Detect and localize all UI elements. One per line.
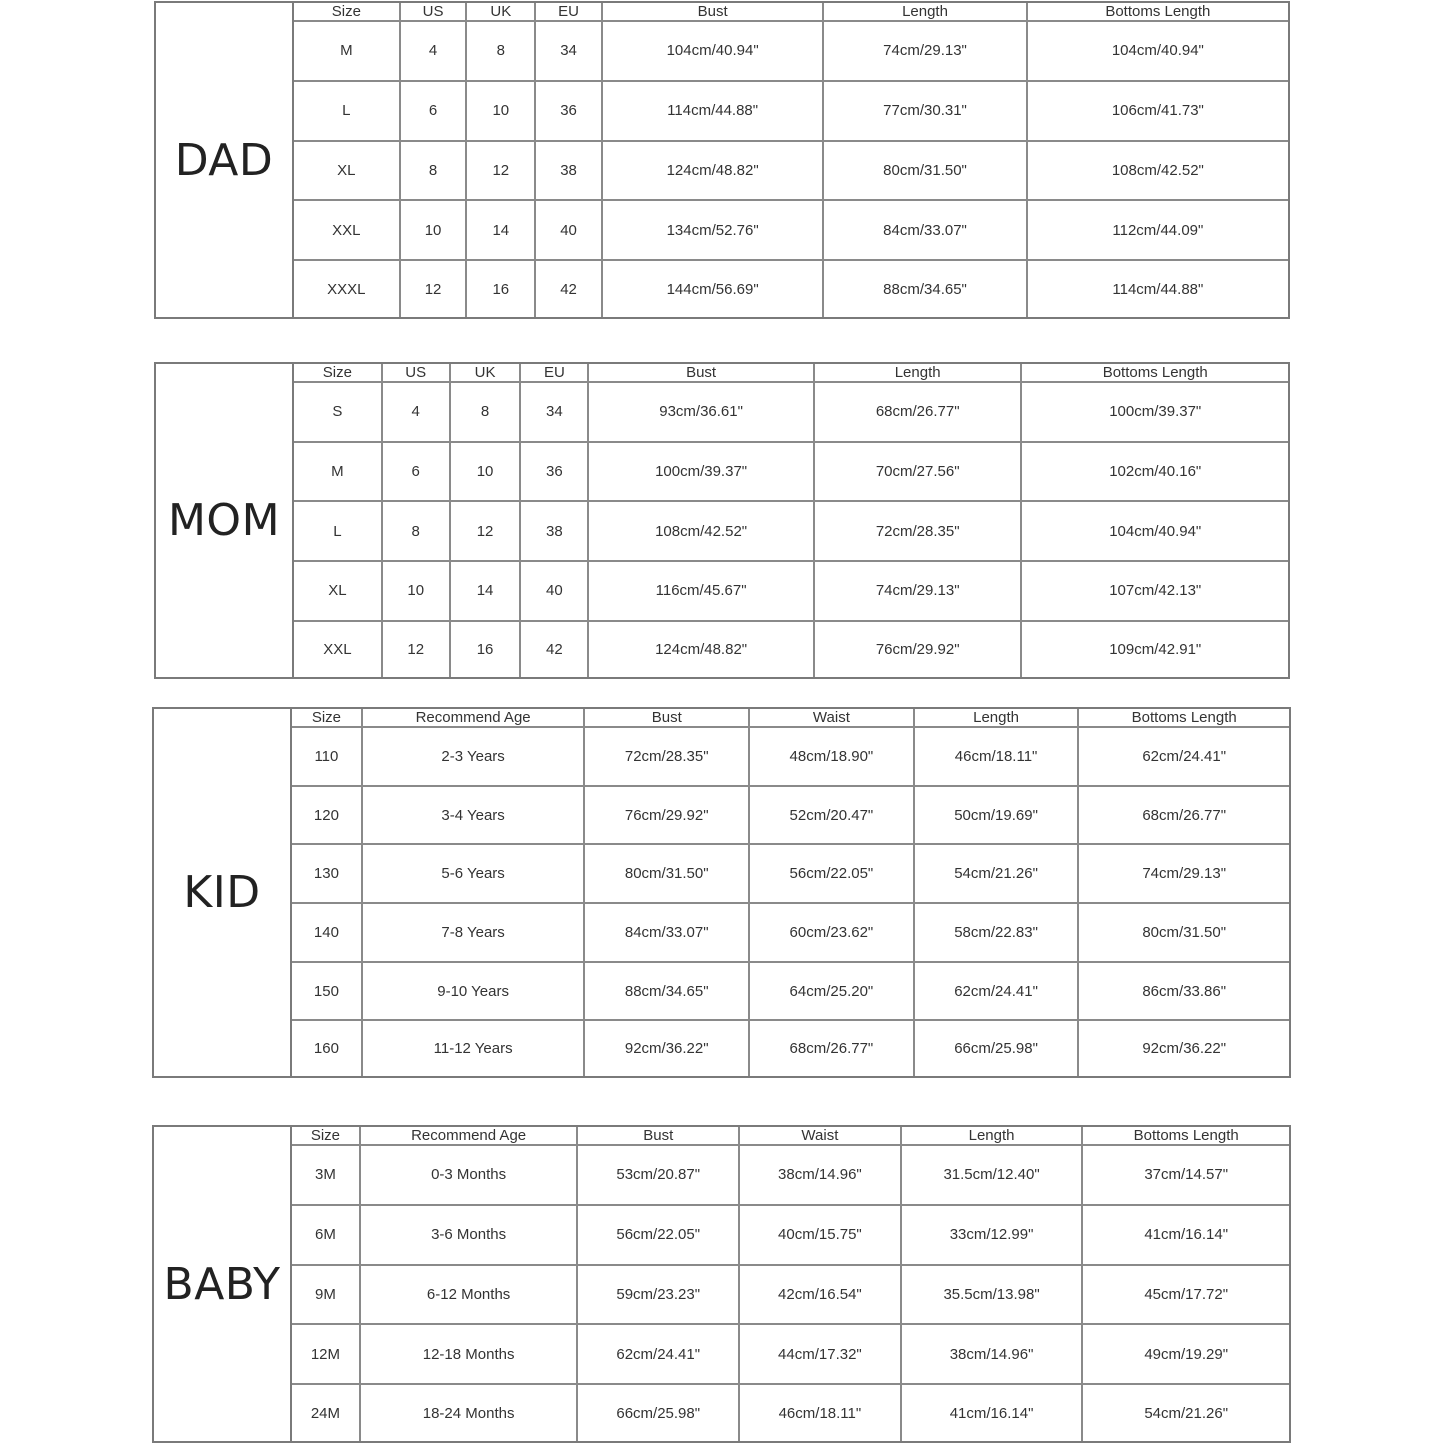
table-cell: 86cm/33.86" bbox=[1078, 962, 1289, 1021]
table-cell: 10 bbox=[400, 200, 467, 260]
table-cell: 40 bbox=[520, 561, 588, 621]
table-cell: 80cm/31.50" bbox=[584, 844, 749, 903]
table-cell: 62cm/24.41" bbox=[577, 1324, 739, 1384]
table-cell: 60cm/23.62" bbox=[749, 903, 914, 962]
table-cell: 108cm/42.52" bbox=[1027, 141, 1288, 201]
table-cell: 31.5cm/12.40" bbox=[901, 1145, 1083, 1205]
table-row bbox=[294, 200, 1288, 260]
table-cell: 42cm/16.54" bbox=[739, 1265, 901, 1325]
table-cell: 62cm/24.41" bbox=[914, 962, 1079, 1021]
table-cell: 92cm/36.22" bbox=[1078, 1020, 1289, 1076]
size-cell: XL bbox=[294, 561, 382, 621]
column-header: Waist bbox=[749, 709, 914, 727]
table-cell: 38 bbox=[535, 141, 602, 201]
table-cell: 77cm/30.31" bbox=[823, 81, 1026, 141]
table-cell: 68cm/26.77" bbox=[1078, 786, 1289, 845]
table-cell: 76cm/29.92" bbox=[584, 786, 749, 845]
table-cell: 93cm/36.61" bbox=[588, 382, 814, 442]
table-cell: 4 bbox=[400, 21, 467, 81]
table-cell: 46cm/18.11" bbox=[739, 1384, 901, 1441]
table-cell: 0-3 Months bbox=[360, 1145, 578, 1205]
table-row bbox=[294, 442, 1288, 502]
column-header: Bust bbox=[588, 364, 814, 382]
table-cell: 124cm/48.82" bbox=[602, 141, 823, 201]
table-cell: 33cm/12.99" bbox=[901, 1205, 1083, 1265]
table-cell: 62cm/24.41" bbox=[1078, 727, 1289, 786]
table-cell: 5-6 Years bbox=[362, 844, 585, 903]
table-row bbox=[294, 621, 1288, 678]
table-cell: 104cm/40.94" bbox=[1027, 21, 1288, 81]
table-cell: 12-18 Months bbox=[360, 1324, 578, 1384]
table-cell: 59cm/23.23" bbox=[577, 1265, 739, 1325]
table-cell: 8 bbox=[450, 382, 521, 442]
table-row bbox=[292, 903, 1289, 962]
size-cell: XXL bbox=[294, 200, 400, 260]
table-cell: 4 bbox=[382, 382, 450, 442]
table-cell: 54cm/21.26" bbox=[1082, 1384, 1289, 1441]
table-cell: 84cm/33.07" bbox=[823, 200, 1026, 260]
header-row bbox=[294, 364, 1288, 382]
table-cell: 88cm/34.65" bbox=[823, 260, 1026, 317]
table-cell: 6 bbox=[400, 81, 467, 141]
header-row bbox=[292, 1127, 1289, 1145]
table-cell: 106cm/41.73" bbox=[1027, 81, 1288, 141]
table-cell: 9-10 Years bbox=[362, 962, 585, 1021]
table-cell: 40 bbox=[535, 200, 602, 260]
table-cell: 3-4 Years bbox=[362, 786, 585, 845]
table-cell: 10 bbox=[382, 561, 450, 621]
table-cell: 41cm/16.14" bbox=[1082, 1205, 1289, 1265]
size-cell: 9M bbox=[292, 1265, 360, 1325]
table-cell: 92cm/36.22" bbox=[584, 1020, 749, 1076]
table-cell: 2-3 Years bbox=[362, 727, 585, 786]
table-row bbox=[294, 382, 1288, 442]
table-cell: 56cm/22.05" bbox=[577, 1205, 739, 1265]
mom-size-chart bbox=[154, 362, 1290, 679]
table-cell: 3-6 Months bbox=[360, 1205, 578, 1265]
table-row bbox=[294, 501, 1288, 561]
table-cell: 34 bbox=[520, 382, 588, 442]
column-header: Size bbox=[294, 364, 382, 382]
mom-size-table bbox=[294, 364, 1288, 677]
table-cell: 52cm/20.47" bbox=[749, 786, 914, 845]
dad-size-table bbox=[294, 3, 1288, 317]
table-cell: 45cm/17.72" bbox=[1082, 1265, 1289, 1325]
table-cell: 42 bbox=[535, 260, 602, 317]
table-cell: 58cm/22.83" bbox=[914, 903, 1079, 962]
table-cell: 16 bbox=[466, 260, 535, 317]
table-cell: 38cm/14.96" bbox=[739, 1145, 901, 1205]
table-cell: 12 bbox=[466, 141, 535, 201]
table-row bbox=[292, 727, 1289, 786]
size-cell: 140 bbox=[292, 903, 362, 962]
table-cell: 41cm/16.14" bbox=[901, 1384, 1083, 1441]
table-cell: 72cm/28.35" bbox=[584, 727, 749, 786]
table-cell: 18-24 Months bbox=[360, 1384, 578, 1441]
table-cell: 35.5cm/13.98" bbox=[901, 1265, 1083, 1325]
table-cell: 38cm/14.96" bbox=[901, 1324, 1083, 1384]
table-cell: 11-12 Years bbox=[362, 1020, 585, 1076]
size-cell: 150 bbox=[292, 962, 362, 1021]
size-cell: M bbox=[294, 442, 382, 502]
column-header: Bottoms Length bbox=[1021, 364, 1288, 382]
table-cell: 6-12 Months bbox=[360, 1265, 578, 1325]
table-row bbox=[292, 1265, 1289, 1325]
baby-label: BABY bbox=[154, 1127, 292, 1441]
column-header: Recommend Age bbox=[362, 709, 585, 727]
table-cell: 68cm/26.77" bbox=[814, 382, 1022, 442]
baby-size-chart bbox=[152, 1125, 1291, 1443]
table-cell: 42 bbox=[520, 621, 588, 678]
size-cell: S bbox=[294, 382, 382, 442]
size-cell: XXL bbox=[294, 621, 382, 678]
table-cell: 44cm/17.32" bbox=[739, 1324, 901, 1384]
table-cell: 12 bbox=[382, 621, 450, 678]
table-cell: 68cm/26.77" bbox=[749, 1020, 914, 1076]
table-cell: 74cm/29.13" bbox=[1078, 844, 1289, 903]
table-cell: 53cm/20.87" bbox=[577, 1145, 739, 1205]
table-cell: 109cm/42.91" bbox=[1021, 621, 1288, 678]
column-header: EU bbox=[535, 3, 602, 21]
table-cell: 54cm/21.26" bbox=[914, 844, 1079, 903]
table-cell: 80cm/31.50" bbox=[823, 141, 1026, 201]
table-cell: 36 bbox=[520, 442, 588, 502]
column-header: Bottoms Length bbox=[1078, 709, 1289, 727]
table-cell: 100cm/39.37" bbox=[1021, 382, 1288, 442]
table-row bbox=[292, 1324, 1289, 1384]
mom-label: MOM bbox=[156, 364, 294, 677]
table-cell: 46cm/18.11" bbox=[914, 727, 1079, 786]
size-cell: XXXL bbox=[294, 260, 400, 317]
table-row bbox=[292, 1205, 1289, 1265]
column-header: Size bbox=[292, 709, 362, 727]
table-row bbox=[294, 260, 1288, 317]
table-row bbox=[294, 141, 1288, 201]
table-cell: 48cm/18.90" bbox=[749, 727, 914, 786]
column-header: Bottoms Length bbox=[1082, 1127, 1289, 1145]
column-header: UK bbox=[450, 364, 521, 382]
column-header: Length bbox=[823, 3, 1026, 21]
column-header: UK bbox=[466, 3, 535, 21]
table-cell: 74cm/29.13" bbox=[814, 561, 1022, 621]
table-cell: 64cm/25.20" bbox=[749, 962, 914, 1021]
size-cell: 110 bbox=[292, 727, 362, 786]
column-header: Bust bbox=[577, 1127, 739, 1145]
header-row bbox=[292, 709, 1289, 727]
kid-label: KID bbox=[154, 709, 292, 1076]
column-header: US bbox=[382, 364, 450, 382]
table-cell: 88cm/34.65" bbox=[584, 962, 749, 1021]
size-cell: 130 bbox=[292, 844, 362, 903]
size-cell: 3M bbox=[292, 1145, 360, 1205]
column-header: Length bbox=[814, 364, 1022, 382]
size-cell: 160 bbox=[292, 1020, 362, 1076]
baby-size-table bbox=[292, 1127, 1289, 1441]
table-cell: 114cm/44.88" bbox=[1027, 260, 1288, 317]
table-row bbox=[292, 962, 1289, 1021]
table-cell: 34 bbox=[535, 21, 602, 81]
table-cell: 7-8 Years bbox=[362, 903, 585, 962]
table-cell: 76cm/29.92" bbox=[814, 621, 1022, 678]
table-row bbox=[292, 1145, 1289, 1205]
column-header: US bbox=[400, 3, 467, 21]
table-cell: 50cm/19.69" bbox=[914, 786, 1079, 845]
table-cell: 12 bbox=[400, 260, 467, 317]
column-header: Recommend Age bbox=[360, 1127, 578, 1145]
table-row bbox=[292, 1020, 1289, 1076]
table-cell: 100cm/39.37" bbox=[588, 442, 814, 502]
table-cell: 12 bbox=[450, 501, 521, 561]
table-row bbox=[294, 81, 1288, 141]
column-header: Bust bbox=[602, 3, 823, 21]
size-cell: 12M bbox=[292, 1324, 360, 1384]
kid-size-chart bbox=[152, 707, 1291, 1078]
table-cell: 80cm/31.50" bbox=[1078, 903, 1289, 962]
table-cell: 56cm/22.05" bbox=[749, 844, 914, 903]
column-header: Waist bbox=[739, 1127, 901, 1145]
table-cell: 84cm/33.07" bbox=[584, 903, 749, 962]
table-cell: 6 bbox=[382, 442, 450, 502]
size-cell: L bbox=[294, 501, 382, 561]
table-row bbox=[292, 786, 1289, 845]
header-row bbox=[294, 3, 1288, 21]
column-header: Length bbox=[914, 709, 1079, 727]
size-cell: 6M bbox=[292, 1205, 360, 1265]
size-cell: 120 bbox=[292, 786, 362, 845]
table-cell: 107cm/42.13" bbox=[1021, 561, 1288, 621]
table-cell: 37cm/14.57" bbox=[1082, 1145, 1289, 1205]
table-cell: 116cm/45.67" bbox=[588, 561, 814, 621]
table-cell: 8 bbox=[400, 141, 467, 201]
table-cell: 49cm/19.29" bbox=[1082, 1324, 1289, 1384]
table-cell: 10 bbox=[450, 442, 521, 502]
table-cell: 74cm/29.13" bbox=[823, 21, 1026, 81]
table-cell: 14 bbox=[466, 200, 535, 260]
table-cell: 134cm/52.76" bbox=[602, 200, 823, 260]
table-cell: 70cm/27.56" bbox=[814, 442, 1022, 502]
kid-size-table bbox=[292, 709, 1289, 1076]
table-cell: 112cm/44.09" bbox=[1027, 200, 1288, 260]
table-cell: 8 bbox=[382, 501, 450, 561]
table-row bbox=[294, 561, 1288, 621]
column-header: Length bbox=[901, 1127, 1083, 1145]
table-cell: 114cm/44.88" bbox=[602, 81, 823, 141]
table-cell: 36 bbox=[535, 81, 602, 141]
table-cell: 38 bbox=[520, 501, 588, 561]
table-cell: 10 bbox=[466, 81, 535, 141]
table-cell: 104cm/40.94" bbox=[602, 21, 823, 81]
table-cell: 66cm/25.98" bbox=[914, 1020, 1079, 1076]
column-header: Bust bbox=[584, 709, 749, 727]
column-header: Size bbox=[292, 1127, 360, 1145]
table-cell: 40cm/15.75" bbox=[739, 1205, 901, 1265]
table-cell: 144cm/56.69" bbox=[602, 260, 823, 317]
table-cell: 8 bbox=[466, 21, 535, 81]
dad-size-chart bbox=[154, 1, 1290, 319]
table-cell: 66cm/25.98" bbox=[577, 1384, 739, 1441]
size-cell: M bbox=[294, 21, 400, 81]
table-cell: 14 bbox=[450, 561, 521, 621]
table-row bbox=[292, 1384, 1289, 1441]
table-cell: 72cm/28.35" bbox=[814, 501, 1022, 561]
column-header: EU bbox=[520, 364, 588, 382]
table-cell: 108cm/42.52" bbox=[588, 501, 814, 561]
size-cell: XL bbox=[294, 141, 400, 201]
table-cell: 16 bbox=[450, 621, 521, 678]
size-cell: 24M bbox=[292, 1384, 360, 1441]
column-header: Bottoms Length bbox=[1027, 3, 1288, 21]
column-header: Size bbox=[294, 3, 400, 21]
table-row bbox=[294, 21, 1288, 81]
table-cell: 124cm/48.82" bbox=[588, 621, 814, 678]
size-cell: L bbox=[294, 81, 400, 141]
table-row bbox=[292, 844, 1289, 903]
table-cell: 104cm/40.94" bbox=[1021, 501, 1288, 561]
dad-label: DAD bbox=[156, 3, 294, 317]
table-cell: 102cm/40.16" bbox=[1021, 442, 1288, 502]
